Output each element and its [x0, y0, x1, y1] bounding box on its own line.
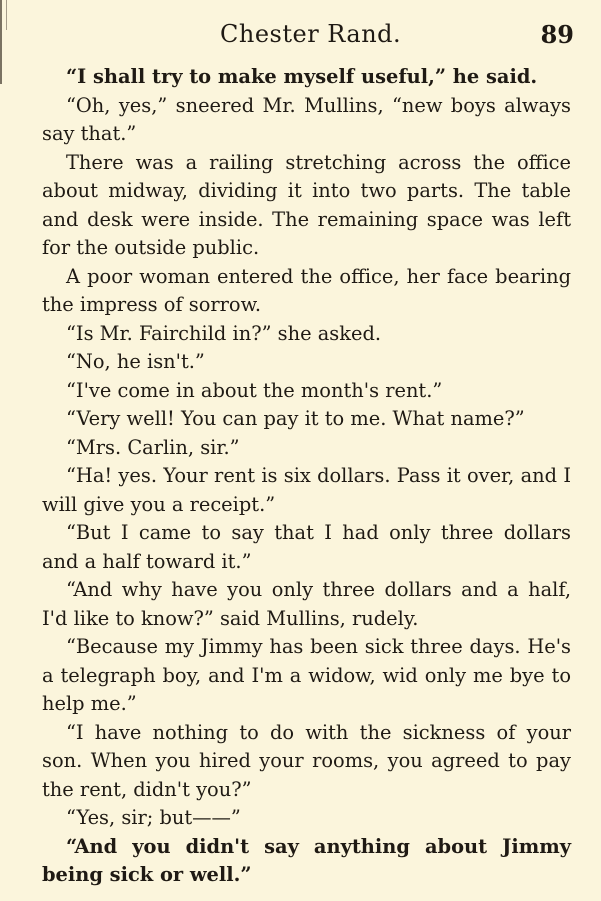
- paragraph: “I shall try to make myself useful,” he said.: [66, 65, 538, 88]
- paragraph: “I've come in about the month's rent.”: [66, 378, 443, 402]
- paragraph: “Oh, yes,” sneered Mr. Mullins, “new boys always say that.”: [42, 93, 571, 145]
- paragraph: A poor woman entered the office, her face bearing the impress of sorrow.: [42, 264, 571, 316]
- paragraph: “No, he isn't.”: [66, 350, 205, 373]
- paragraph: “Ha! yes. Your rent is six dollars. Pass it over, and I will give you a receipt.”: [42, 464, 571, 516]
- page-edge-rule-secondary: [6, 0, 7, 30]
- paragraph: “Very well! You can pay it to me. What name?”: [66, 407, 525, 430]
- page-number: 89: [540, 20, 574, 49]
- paragraph: There was a railing stretching across the office about midway, dividing it into two parts. The table and desk were inside. The remaining space was left for the outside public.: [42, 150, 571, 259]
- paragraph: “I have nothing to do with the sickness of your son. When you hired your rooms, you agreed to pay the rent, didn't you?”: [42, 720, 571, 801]
- paragraph: “And why have you only three dollars and a half, I'd like to know?” said Mullins, rudely.: [42, 578, 571, 630]
- running-title: Chester Rand.: [220, 20, 402, 48]
- page-header: [44, 20, 574, 50]
- body-text: [42, 63, 571, 890]
- page-edge-rule: [0, 0, 2, 84]
- paragraph: “Yes, sir; but——”: [66, 806, 241, 829]
- paragraph: “But I came to say that I had only three dollars and a half toward it.”: [42, 521, 571, 573]
- paragraph: “Mrs. Carlin, sir.”: [66, 435, 240, 459]
- paragraph: “Because my Jimmy has been sick three days. He's a telegraph boy, and I'm a widow, wid only me bye to help me.”: [42, 635, 571, 715]
- paragraph: “Is Mr. Fairchild in?” she asked.: [66, 321, 382, 345]
- paragraph: “And you didn't say anything about Jimmy being sick or well.”: [42, 834, 571, 886]
